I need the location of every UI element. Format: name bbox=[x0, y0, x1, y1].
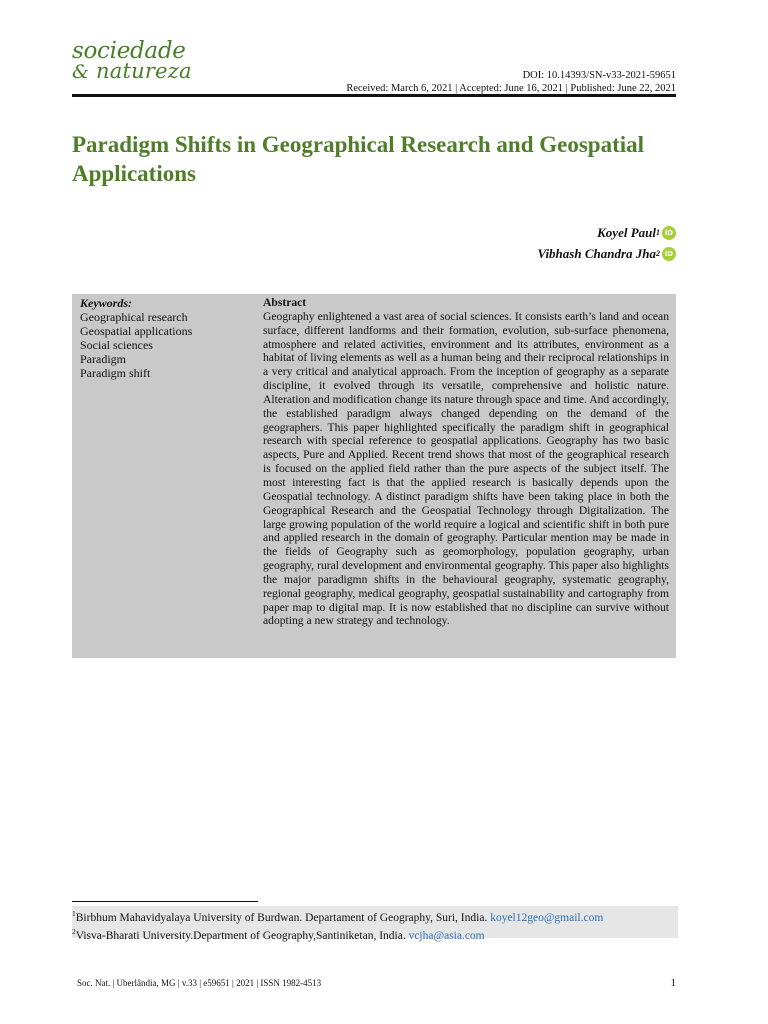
paper-title: Paradigm Shifts in Geographical Research and Geospatial Applications bbox=[72, 132, 645, 186]
keyword-item: Social sciences bbox=[80, 338, 153, 352]
keyword-item: Geographical research bbox=[80, 310, 188, 324]
abstract-box bbox=[72, 294, 676, 658]
footnote-text: Visva-Bharati University.Department of Geography,Santiniketan, India. bbox=[75, 930, 409, 943]
doi-text: DOI: 10.14393/SN-v33-2021-59651 bbox=[522, 70, 676, 81]
footer-citation: Soc. Nat. | Uberlândia, MG | v.33 | e59651 | 2021 | ISSN 1982-4513 bbox=[77, 978, 322, 988]
author-name: Vibhash Chandra Jha bbox=[537, 246, 656, 261]
email-link[interactable]: vcjha@asia.com bbox=[408, 930, 485, 943]
author-2 bbox=[537, 243, 676, 264]
keyword-item: Paradigm shift bbox=[80, 366, 151, 380]
keyword-item: Paradigm bbox=[80, 352, 126, 366]
journal-logo bbox=[72, 40, 192, 82]
journal-name-line1: sociedade bbox=[72, 38, 186, 64]
footnote-2 bbox=[72, 925, 678, 943]
orcid-icon[interactable]: iD bbox=[662, 226, 676, 240]
author-list bbox=[537, 222, 676, 264]
keyword-item: Geospatial applications bbox=[80, 324, 193, 338]
footnote-text: Birbhum Mahavidyalaya University of Burdwan. Departament of Geography, Suri, India. bbox=[75, 911, 491, 924]
publication-dates: Received: March 6, 2021 | Accepted: June 16, 2021 | Published: June 22, 2021 bbox=[346, 83, 676, 94]
journal-name-word2: natureza bbox=[96, 59, 192, 83]
page-number: 1 bbox=[670, 977, 676, 989]
journal-ampersand: & bbox=[72, 61, 90, 83]
footnote-mark: 2 bbox=[72, 927, 76, 937]
footnote-1 bbox=[72, 907, 678, 925]
article-meta bbox=[346, 69, 676, 95]
header-rule bbox=[72, 94, 676, 97]
affiliation-footnotes bbox=[72, 906, 678, 943]
abstract-panel bbox=[263, 296, 669, 628]
abstract-text: Geography enlightened a vast area of social sciences. It consists earth’s land and ocean surface, different landforms and their formation, evolution, sub-surface phenomena, atmosphere and related activities, environment and its attributes, environment as a habitat of living elements as well as a human being and their reciprocal relationships in a very critical and analytical approach. From the inception of geography as a separate discipline, it evolved through its versatile, comprehensive and holistic nature. Alteration and modification change its nature through space and time. And accordingly, the established paradigm always changed depending on the demand of the geographers. This paper highlighted specifically the paradigm shift in geographical research with special reference to geospatial applications. Geography has two basic aspects, Pure and Applied. Recent trend shows that most of the geographical research is focused on the applied field rather than the pure aspects of the subject itself. The most interesting fact is that the applied research is basically depends upon the Geospatial technology. A distinct paradigm shifts have been taking place in both the Geographical Research and the Geospatial Technology through Digitalization. The large growing population of the world require a logical and scientific shift in both pure and applied research in the domain of geography. Particular mention may be made in the fields of Geography such as geomorphology, population geography, urban geography, rural development and environmental geography. This paper also highlights the major paradigmn shifts in the behavioural geography, systematic geography, regional geography, medical geography, geospatial sustainability and cartography from paper map to digital map. It is now established that no discipline can survive without adopting a new strategy and technology. bbox=[263, 309, 669, 628]
email-link[interactable]: koyel12geo@gmail.com bbox=[490, 911, 604, 924]
author-1 bbox=[537, 222, 676, 243]
author-affiliation-mark: 1 bbox=[656, 228, 660, 237]
footnote-mark: 1 bbox=[72, 909, 76, 918]
author-name: Koyel Paul bbox=[597, 225, 656, 240]
keywords-heading: Keywords: bbox=[80, 296, 132, 310]
journal-name-line2 bbox=[72, 61, 192, 82]
abstract-heading: Abstract bbox=[263, 296, 307, 309]
orcid-icon[interactable]: iD bbox=[662, 247, 676, 261]
footnote-rule bbox=[72, 901, 258, 902]
keywords-panel bbox=[80, 296, 255, 380]
author-affiliation-mark: 2 bbox=[656, 249, 660, 258]
